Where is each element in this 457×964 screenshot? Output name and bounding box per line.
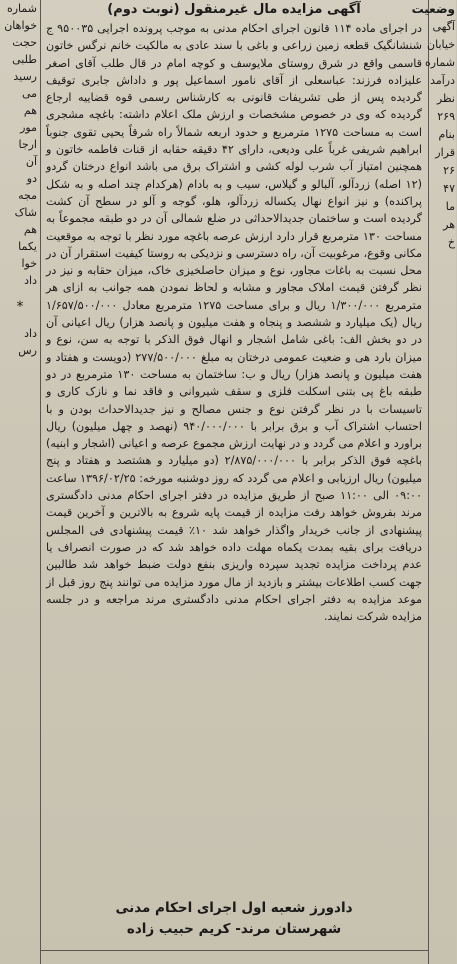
right-fragment-line: ۲۶ xyxy=(443,164,455,177)
right-fragment-line: بنام xyxy=(438,128,455,141)
left-fragment-line: آن xyxy=(25,155,37,168)
right-fragment-line: ۴۷ xyxy=(443,182,455,195)
right-fragment-line: قرار xyxy=(435,146,455,159)
right-fragment-line: خیابان xyxy=(427,38,455,51)
right-column-text xyxy=(411,0,457,252)
right-fragment-line: شماره xyxy=(424,56,455,69)
left-fragment-line: هم xyxy=(23,104,37,117)
left-fragment-line: رس xyxy=(18,344,37,357)
signature-line-1: دادورز شعبه اول اجرای احکام مدنی xyxy=(115,900,353,916)
left-fragment-line: رسید xyxy=(13,70,37,83)
left-fragment-line: خوا xyxy=(21,257,37,270)
left-fragment-line: مور xyxy=(20,121,37,134)
left-fragment-line: شماره xyxy=(6,2,37,15)
left-fragment-line: دو xyxy=(26,172,37,185)
left-fragment-line: شاک xyxy=(14,206,37,219)
notice-title: آگهی مزایده مال غیرمنقول (نوبت دوم) xyxy=(107,2,361,17)
right-fragment-line: هر xyxy=(443,218,455,231)
right-column-fragment xyxy=(411,0,457,964)
right-fragment-line: وضعیت xyxy=(411,2,455,16)
right-fragment-line: آگهی xyxy=(432,20,455,33)
left-fragment-line: طلبی xyxy=(12,53,37,66)
left-fragment-line: ارجا xyxy=(18,138,37,151)
left-fragment-line: مجه xyxy=(18,189,37,202)
right-fragment-line: نظر xyxy=(436,92,455,105)
notice-body: در اجرای ماده ۱۱۴ قانون اجرای احکام مدنی به موجب پرونده اجرایی ۹۵۰۰۳۵ ج شنشانگیک قطعه زمین زراعی و باغی با سند عادی به مالکیت خانم نرگس خاتون قاسمی واقع در شرق روستای ملایوسف و کوچه امام در قال طلب آقای اصغر علیزاده فرزند: عباسعلی از آقای نامور اسماعیل پور و داداش جابری توقیف گردیده پس از طی تشریفات قانونی به کارشناس رسمی قوه قضاییه ارجاع گردیده که وی در خصوص مشخصات و ارزش ملک اعلام داشته: باغچه مشجری است به مساحت ۱۲۷۵ مترمربع و حدود اربعه شمالاً راه شرقاً یحیی تقوی جنوباً ابراهیم شریفی غرباً علی ودیعی، دارای ۴۲ دقیقه حقابه از قنات فاطمه خاتون و همچنین امتیاز آب شرب لوله کشی و اشتراک برق می باشد انواع درختان گردو (۱۲ اصله) زردآلو، آلبالو و گیلاس، سیب و به بادام (هرکدام چند اصله و به شکل پراکنده) و نیز انواع نهال یکساله زردآلو، هلو، گوجه و آلو در سطح آن کشت گردیده است و ساختمان جدیدالاحداثی در ضلع شمالی آن در دو طبقه مجموعاً به مساحت ۱۳۰ مترمربع قرار دارد ارزش عرصه باغچه مورد نظر با توجه به موقعیت مکانی وقوع، مرغوبیت آن، راه دسترسی و نزدیکی به روستا کیفیت استقرار آن در محل نسبت به باغات مجاور، نوع و میزان حاصلخیزی خاک، میزان حقابه و نیز در نظر گرفتن قیمت املاک مجاور و مشابه و لحاظ نمودن همه جوانب به ازای هر مترمربع ۱/۳۰۰/۰۰۰ ریال و برای مساحت ۱۲۷۵ مترمربع معادل ۱/۶۵۷/۵۰۰/۰۰۰ ریال (یک میلیارد و ششصد و پنجاه و هفت میلیون و پانصد هزار) ریال اعیانی آن در دو بخش الف: باغی شامل اشجار و انهال فوق الذکر با توجه به سن، نوع و میزان بارد هی و ضعیت عمومی درختان به مبلغ ۲۷۷/۵۰۰/۰۰۰ (دویست و هفتاد و هفت میلیون و پانصد هزار) ریال و ب: ساختمان به مساحت ۱۳۰ مترمربع در دو طبقه باغ پی بتنی اسکلت فلزی و سقف شیروانی و فاقد نما و نازک کاری و تاسیسات با در نظر گرفتن نوع و جنس مصالح و نیز جدیدالاحداث بودن و با احتساب اشتراک آب و برق برابر با ۹۴۰/۰۰۰/۰۰۰ (نهصد و چهل میلیون) ریال براورد و اعلام می گردد و در نهایت ارزش مجموع عرصه و اعیانی (اشجار و ابنیه) باغچه فوق الذکر برابر با ۲/۸۷۵/۰۰۰/۰۰۰ (دو میلیارد و هشتصد و هفتاد و پنج میلیون) ریال ارزیابی و اعلام می گردد که روز دوشنبه مورخه: ۱۳۹۶/۰۲/۲۵ ساعت ۰۹:۰۰ الی ۱۱:۰۰ صبح از طریق مزایده در دفتر اجرای احکام مدنی دادگستری مرند بفروش خواهد رفت مزایده از قیمت پایه شروع به بالاترین و آخرین قیمت پیشنهادی از جانب خریدار واگذار خواهد شد ۱۰٪ قیمت پیشنهادی فی المجلس دریافت برای بقیه بمدت یکماه مهلت داده خواهد شد که در صورت انصراف یا عدم پرداخت مزایده تجدید سپرده واریزی بنفع دولت ضبط خواهد شد طالبین جهت کسب اطلاعات بیشتر و بازدید از مال مورد مزایده می توانند پنج روز قبل از موعد مزایده به دفتر اجرای احکام مدنی دادگستری مرند مراجعه و در جلسه مزایده شرکت نمایند. xyxy=(46,22,423,624)
right-fragment-line: ۲۶۹ xyxy=(437,110,455,123)
left-fragment-line: می xyxy=(21,87,37,100)
left-fragment-line: یکما xyxy=(18,240,37,253)
left-column-fragment xyxy=(0,0,41,964)
left-fragment-line: حجت xyxy=(12,36,37,49)
star-separator: * xyxy=(16,299,24,315)
left-fragment-line: هم xyxy=(23,223,37,236)
left-column-text xyxy=(0,0,40,359)
left-fragment-line: داد xyxy=(24,327,37,340)
left-fragment-line: خواهان xyxy=(4,19,37,32)
right-fragment-line: درآمد xyxy=(430,74,455,87)
column-divider-rule xyxy=(40,950,428,951)
auction-notice xyxy=(44,0,424,964)
right-fragment-line: خ xyxy=(447,236,455,249)
signature-block xyxy=(44,898,424,940)
signature-line-2: شهرستان مرند- کریم حبیب زاده xyxy=(126,921,342,937)
right-fragment-line: ما xyxy=(445,200,455,213)
left-fragment-line: داد xyxy=(24,274,37,287)
